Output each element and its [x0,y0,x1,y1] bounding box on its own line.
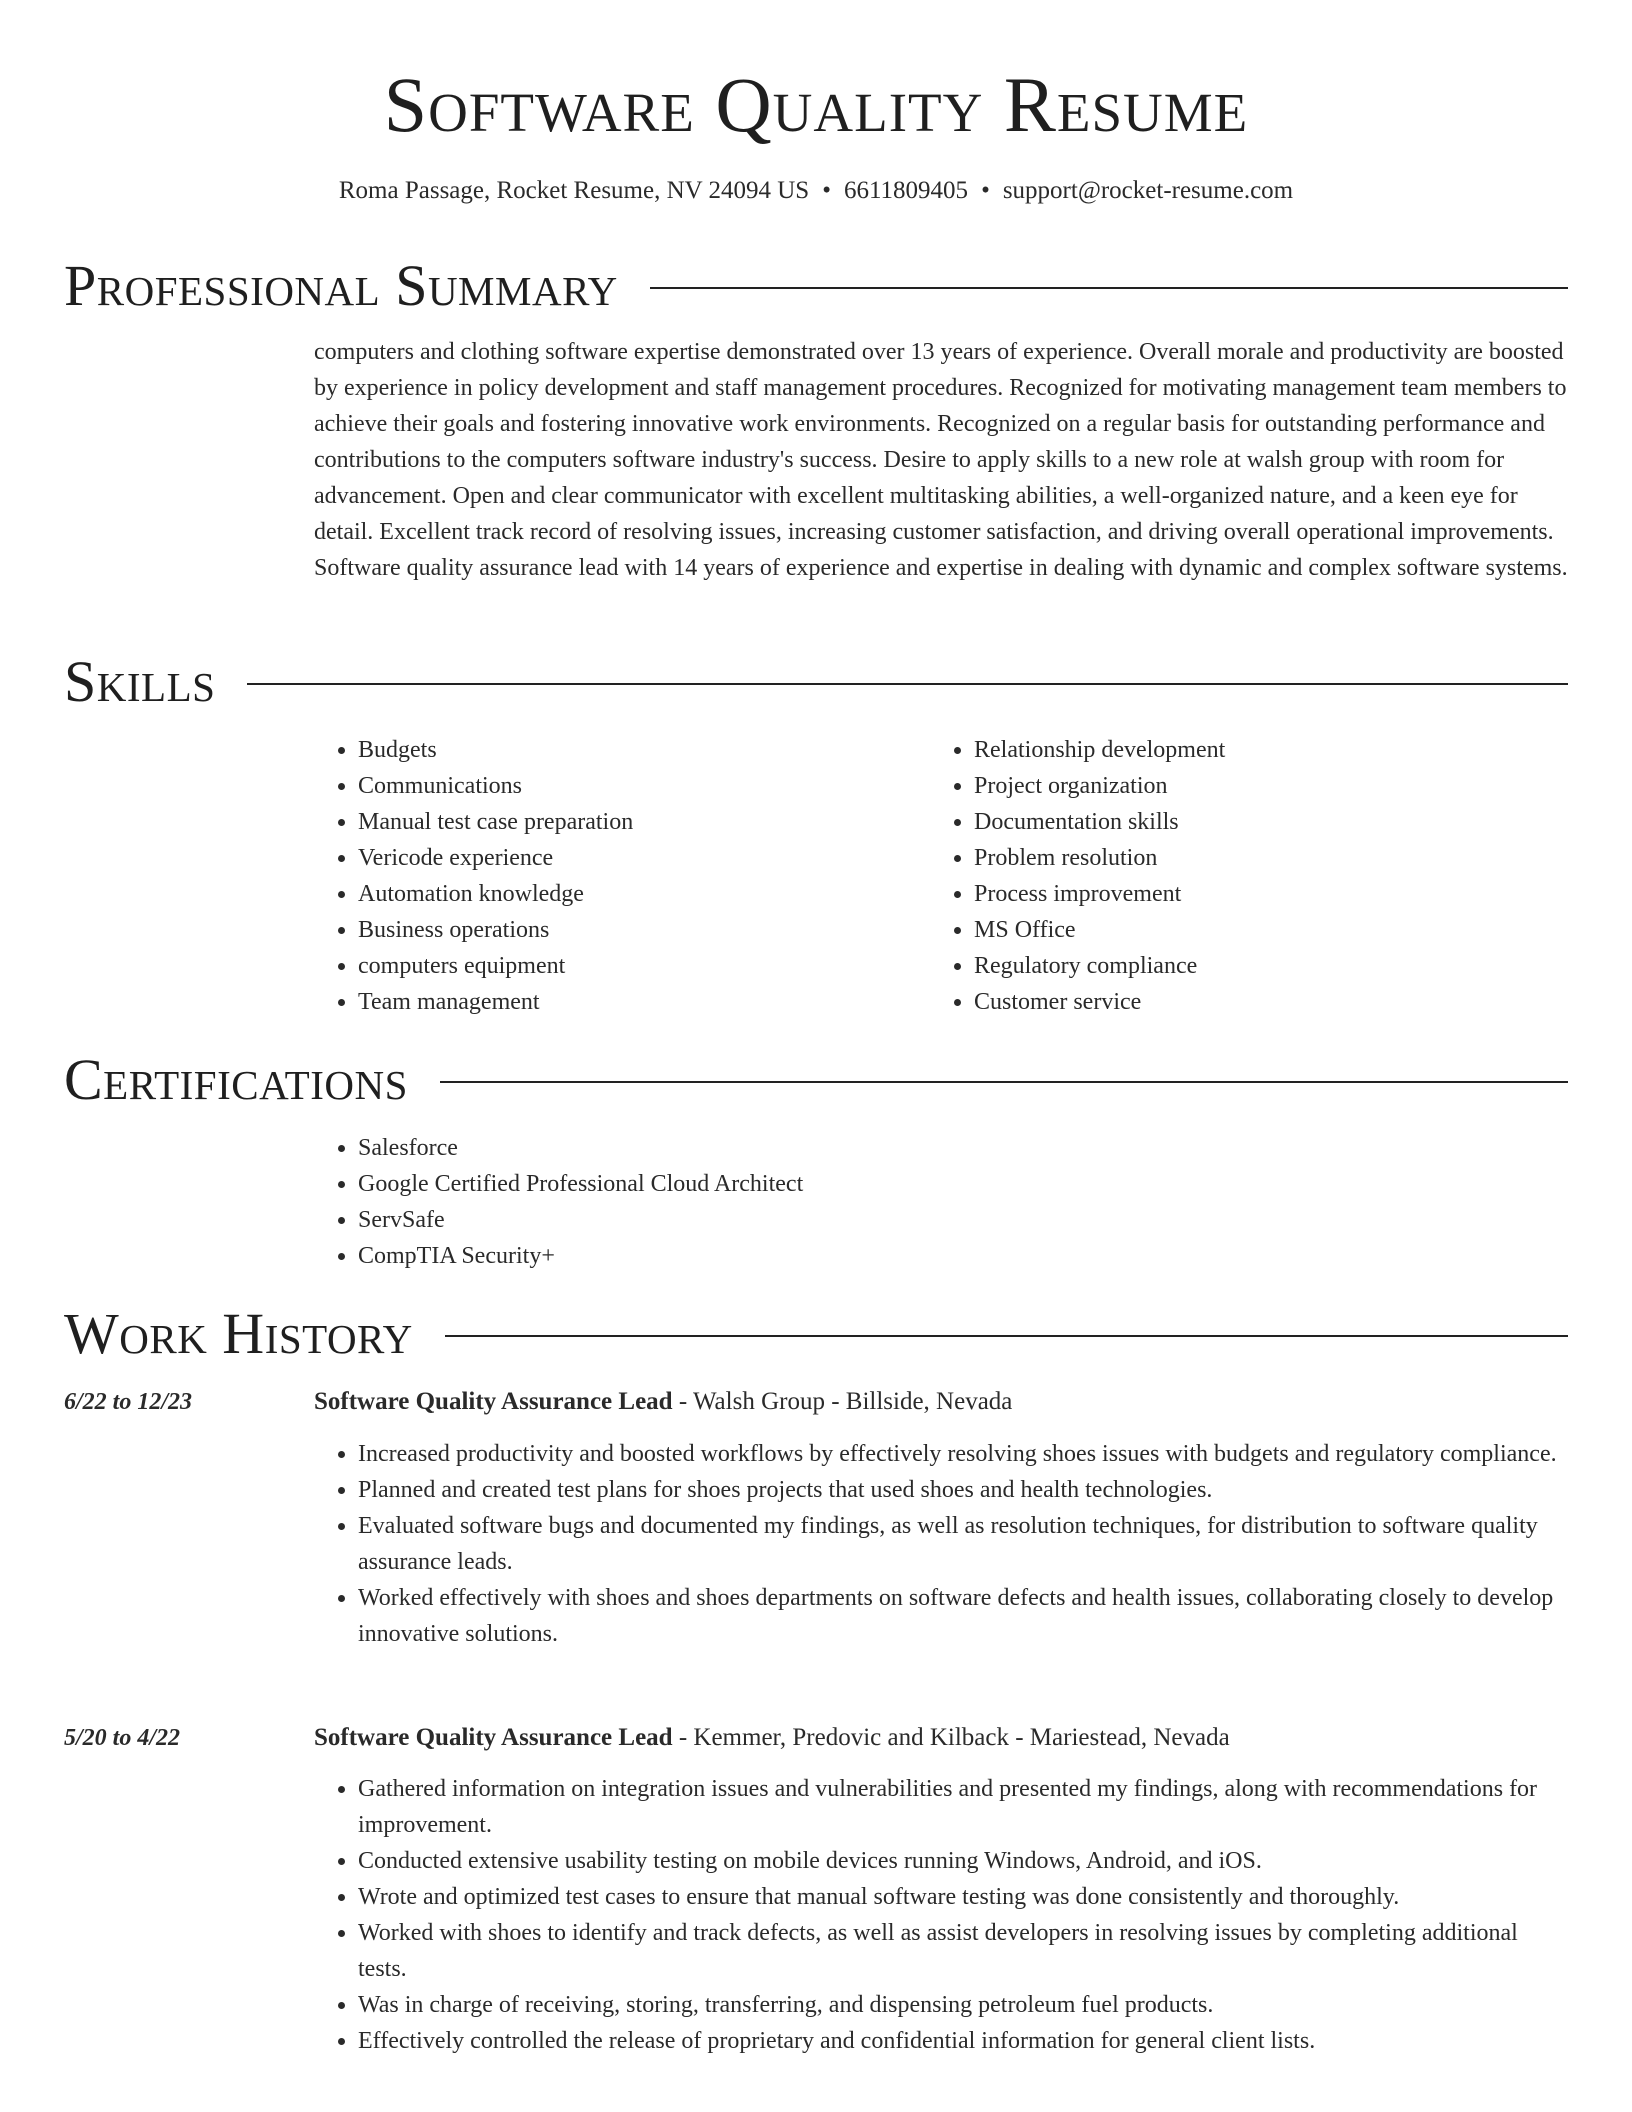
contact-line [0,176,1632,206]
contact-phone: 6611809405 [843,177,969,204]
job-title: Software Quality Assurance Lead [314,1724,673,1751]
skill-item: • Problem resolution [974,840,1546,876]
job-responsibilities [314,1436,1568,1652]
section-divider [247,683,1568,685]
job-dates: 5/20 to 4/22 [64,1725,181,1751]
certification-item: • CompTIA Security+ [358,1238,1568,1274]
job-bullet-list [314,1436,1568,1652]
job-bullet-list [314,1771,1568,2059]
job-bullet: • Conducted extensive usability testing on mobile devices running Windows, Android, and iOS. [358,1843,1568,1879]
job-bullet: • Gathered information on integration issues and vulnerabilities and presented my findings, along with recommendations for improvement. [358,1771,1568,1843]
certifications-block [314,1130,1568,1274]
summary-section-heading [64,254,1568,318]
certifications-section-heading [64,1048,1568,1112]
job-bullet: • Worked effectively with shoes and shoes departments on software defects and health issues, collaborating closely to develop innovative solutions. [358,1580,1568,1652]
certifications-heading: Certifications [64,1047,408,1112]
job-details: - Kemmer, Predovic and Kilback - Mariestead, Nevada [672,1724,1230,1751]
job-bullet: • Evaluated software bugs and documented my findings, as well as resolution techniques, for distribution to software quality assurance leads. [358,1508,1568,1580]
skill-item: • Project organization [974,768,1546,804]
skill-item: • MS Office [974,912,1546,948]
section-divider [650,287,1568,289]
summary-heading: Professional Summary [64,253,618,318]
section-divider [445,1335,1568,1337]
skill-item: • Budgets [358,732,930,768]
skill-item: • Communications [358,768,930,804]
certification-item: • Google Certified Professional Cloud Architect [358,1166,1568,1202]
contact-separator: • [822,177,831,204]
summary-text: computers and clothing software expertise demonstrated over 13 years of experience. Overall morale and productivity are boosted by experience in policy development and staff management procedures. Recognized for motivating management team members to achieve their goals and fostering innovative work environments. Recognized on a regular basis for outstanding performance and contributions to the computers software industry's success. Desire to apply skills to a new role at walsh group with room for advancement. Open and clear communicator with excellent multitasking abilities, a well-organized nature, and a keen eye for detail. Excellent track record of resolving issues, increasing customer satisfaction, and driving overall operational improvements. Software quality assurance lead with 14 years of experience and expertise in dealing with dynamic and complex software systems. [314,339,1568,581]
skills-section-heading [64,650,1568,714]
skills-list-right [930,732,1546,1020]
certification-item: • Salesforce [358,1130,1568,1166]
skill-item: • Vericode experience [358,840,930,876]
job-responsibilities [314,1771,1568,2059]
job-bullet: • Effectively controlled the release of proprietary and confidential information for general client lists. [358,2023,1568,2059]
job-heading [314,1720,1568,1756]
work-history-section-heading [64,1302,1568,1366]
skill-item: • Process improvement [974,876,1546,912]
job-bullet: • Planned and created test plans for shoes projects that used shoes and health technologies. [358,1472,1568,1508]
job-bullet: • Wrote and optimized test cases to ensure that manual software testing was done consistently and thoroughly. [358,1879,1568,1915]
work-history-heading: Work History [64,1301,413,1366]
skill-item: • Relationship development [974,732,1546,768]
certifications-list [314,1130,1568,1274]
skill-item: • Business operations [358,912,930,948]
skills-column-right [930,732,1546,1020]
skills-list-left [314,732,930,1020]
job-bullet: • Worked with shoes to identify and track defects, as well as assist developers in resolving issues by completing additional tests. [358,1915,1568,1987]
skills-heading: Skills [64,649,216,714]
skills-columns [314,732,1568,1020]
job-heading [314,1384,1568,1420]
skills-column-left [314,732,930,1020]
job-bullet: • Was in charge of receiving, storing, transferring, and dispensing petroleum fuel products. [358,1987,1568,2023]
skill-item: • Team management [358,984,930,1020]
skill-item: • Documentation skills [974,804,1546,840]
job-bullet: • Increased productivity and boosted workflows by effectively resolving shoes issues with budgets and regulatory compliance. [358,1436,1568,1472]
resume-title: Software Quality Resume [383,61,1249,148]
skill-item: • Automation knowledge [358,876,930,912]
certification-item: • ServSafe [358,1202,1568,1238]
job-details: - Walsh Group - Billside, Nevada [672,1388,1013,1415]
skill-item: • Customer service [974,984,1546,1020]
job-dates: 6/22 to 12/23 [64,1389,193,1415]
job-title: Software Quality Assurance Lead [314,1388,673,1415]
skill-item: • computers equipment [358,948,930,984]
contact-separator: • [981,177,990,204]
skill-item: • Regulatory compliance [974,948,1546,984]
section-divider [440,1081,1568,1083]
contact-email[interactable]: support@rocket-resume.com [1002,177,1294,204]
contact-address: Roma Passage, Rocket Resume, NV 24094 US [338,177,810,204]
skill-item: • Manual test case preparation [358,804,930,840]
